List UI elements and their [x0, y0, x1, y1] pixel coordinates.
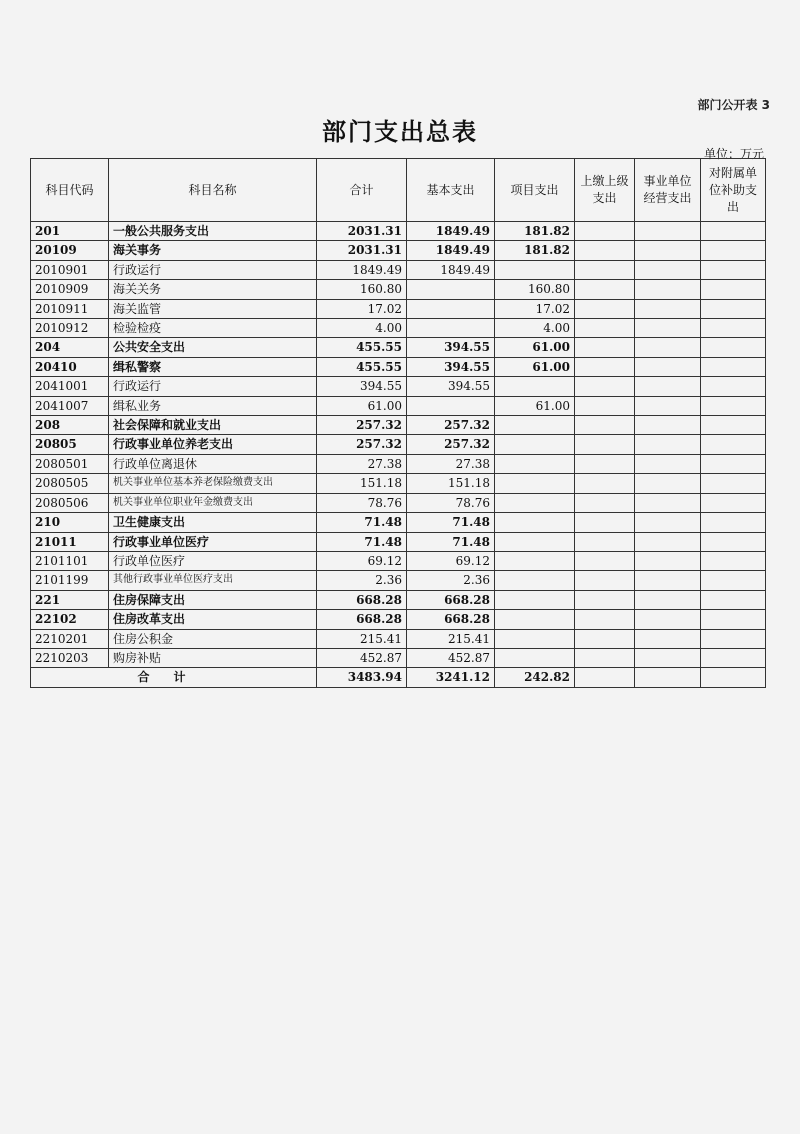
row-total: 1849.49 [317, 260, 407, 279]
row-basic: 668.28 [407, 610, 495, 629]
row-subsidy [701, 280, 766, 299]
row-business [635, 629, 701, 648]
row-subsidy [701, 648, 766, 667]
row-business [635, 260, 701, 279]
row-project [495, 610, 575, 629]
row-business [635, 299, 701, 318]
row-total: 2031.31 [317, 222, 407, 241]
row-code: 2101199 [31, 571, 109, 590]
table-row [31, 648, 766, 667]
row-basic: 71.48 [407, 513, 495, 532]
header-row [31, 159, 766, 222]
page-tag: 部门公开表 3 [697, 98, 770, 112]
row-name: 行政运行 [109, 260, 317, 279]
row-upper [575, 319, 635, 338]
table-row [31, 629, 766, 648]
row-total: 455.55 [317, 357, 407, 376]
row-name: 公共安全支出 [109, 338, 317, 357]
table-row [31, 280, 766, 299]
row-basic: 71.48 [407, 532, 495, 551]
row-upper [575, 532, 635, 551]
row-upper [575, 299, 635, 318]
row-basic: 27.38 [407, 454, 495, 473]
row-subsidy [701, 357, 766, 376]
row-code: 2041001 [31, 377, 109, 396]
row-project: 4.00 [495, 319, 575, 338]
row-name: 行政事业单位养老支出 [109, 435, 317, 454]
row-project [495, 629, 575, 648]
table-row [31, 416, 766, 435]
row-name: 行政运行 [109, 377, 317, 396]
row-code: 2080506 [31, 493, 109, 512]
row-project: 61.00 [495, 357, 575, 376]
row-subsidy [701, 493, 766, 512]
row-code: 210 [31, 513, 109, 532]
row-business [635, 610, 701, 629]
row-name: 海关事务 [109, 241, 317, 260]
row-basic: 394.55 [407, 377, 495, 396]
row-basic: 1849.49 [407, 260, 495, 279]
row-total: 455.55 [317, 338, 407, 357]
row-name: 其他行政事业单位医疗支出 [109, 571, 317, 590]
row-business [635, 551, 701, 570]
row-code: 201 [31, 222, 109, 241]
table-row [31, 590, 766, 609]
row-code: 2101101 [31, 551, 109, 570]
row-subsidy [701, 319, 766, 338]
total-business [635, 668, 701, 687]
row-total: 257.32 [317, 435, 407, 454]
row-upper [575, 629, 635, 648]
row-basic [407, 319, 495, 338]
row-project [495, 377, 575, 396]
row-basic: 394.55 [407, 357, 495, 376]
expenditure-table [30, 158, 766, 688]
row-upper [575, 396, 635, 415]
row-total: 668.28 [317, 590, 407, 609]
row-code: 221 [31, 590, 109, 609]
header-basic: 基本支出 [407, 159, 495, 222]
row-subsidy [701, 513, 766, 532]
row-subsidy [701, 610, 766, 629]
row-basic: 257.32 [407, 416, 495, 435]
row-business [635, 416, 701, 435]
row-project [495, 532, 575, 551]
row-name: 住房改革支出 [109, 610, 317, 629]
total-basic: 3241.12 [407, 668, 495, 687]
table-row [31, 299, 766, 318]
total-row [31, 668, 766, 687]
row-name: 住房保障支出 [109, 590, 317, 609]
row-upper [575, 648, 635, 667]
total-label: 合计 [31, 668, 317, 687]
table-row [31, 241, 766, 260]
row-business [635, 377, 701, 396]
row-total: 17.02 [317, 299, 407, 318]
table-row [31, 319, 766, 338]
row-basic: 215.41 [407, 629, 495, 648]
row-project [495, 435, 575, 454]
row-subsidy [701, 241, 766, 260]
row-subsidy [701, 338, 766, 357]
row-code: 2010901 [31, 260, 109, 279]
row-subsidy [701, 571, 766, 590]
row-total: 2031.31 [317, 241, 407, 260]
row-project [495, 474, 575, 493]
row-code: 204 [31, 338, 109, 357]
row-total: 69.12 [317, 551, 407, 570]
total-upper [575, 668, 635, 687]
row-business [635, 319, 701, 338]
row-subsidy [701, 222, 766, 241]
row-code: 2010909 [31, 280, 109, 299]
header-business: 事业单位经营支出 [635, 159, 701, 222]
row-subsidy [701, 454, 766, 473]
row-code: 20805 [31, 435, 109, 454]
row-business [635, 474, 701, 493]
row-upper [575, 260, 635, 279]
row-subsidy [701, 416, 766, 435]
table-row [31, 454, 766, 473]
row-business [635, 648, 701, 667]
table-row [31, 474, 766, 493]
row-upper [575, 357, 635, 376]
row-basic: 151.18 [407, 474, 495, 493]
row-code: 2010912 [31, 319, 109, 338]
row-upper [575, 241, 635, 260]
row-name: 检验检疫 [109, 319, 317, 338]
row-business [635, 338, 701, 357]
unit-label: 单位：万元 [703, 147, 764, 161]
row-name: 海关监管 [109, 299, 317, 318]
row-business [635, 396, 701, 415]
row-upper [575, 513, 635, 532]
row-code: 20410 [31, 357, 109, 376]
table-row [31, 260, 766, 279]
row-basic: 2.36 [407, 571, 495, 590]
row-project [495, 648, 575, 667]
table-row [31, 396, 766, 415]
row-basic: 668.28 [407, 590, 495, 609]
header-total: 合计 [317, 159, 407, 222]
row-upper [575, 474, 635, 493]
row-project: 181.82 [495, 241, 575, 260]
row-business [635, 222, 701, 241]
row-subsidy [701, 474, 766, 493]
row-subsidy [701, 590, 766, 609]
row-basic: 69.12 [407, 551, 495, 570]
row-subsidy [701, 396, 766, 415]
row-name: 缉私业务 [109, 396, 317, 415]
page-title: 部门支出总表 [322, 118, 478, 146]
row-total: 71.48 [317, 513, 407, 532]
row-subsidy [701, 551, 766, 570]
row-subsidy [701, 299, 766, 318]
row-name: 住房公积金 [109, 629, 317, 648]
row-project: 61.00 [495, 338, 575, 357]
table-row [31, 493, 766, 512]
row-subsidy [701, 629, 766, 648]
row-basic [407, 299, 495, 318]
table-row [31, 377, 766, 396]
row-total: 78.76 [317, 493, 407, 512]
row-basic: 452.87 [407, 648, 495, 667]
row-business [635, 435, 701, 454]
row-project [495, 416, 575, 435]
row-business [635, 571, 701, 590]
row-basic: 1849.49 [407, 222, 495, 241]
row-project: 181.82 [495, 222, 575, 241]
row-subsidy [701, 260, 766, 279]
row-code: 2010911 [31, 299, 109, 318]
row-subsidy [701, 377, 766, 396]
row-project: 17.02 [495, 299, 575, 318]
row-project [495, 551, 575, 570]
row-code: 2210203 [31, 648, 109, 667]
row-total: 151.18 [317, 474, 407, 493]
row-project: 160.80 [495, 280, 575, 299]
table-row [31, 551, 766, 570]
row-upper [575, 338, 635, 357]
row-project [495, 590, 575, 609]
table-row [31, 571, 766, 590]
row-business [635, 241, 701, 260]
header-upper: 上缴上级支出 [575, 159, 635, 222]
row-name: 社会保障和就业支出 [109, 416, 317, 435]
row-total: 452.87 [317, 648, 407, 667]
row-upper [575, 551, 635, 570]
table-row [31, 222, 766, 241]
row-code: 2080501 [31, 454, 109, 473]
row-total: 160.80 [317, 280, 407, 299]
row-upper [575, 222, 635, 241]
row-project [495, 571, 575, 590]
row-upper [575, 435, 635, 454]
row-subsidy [701, 532, 766, 551]
row-basic: 1849.49 [407, 241, 495, 260]
header-project: 项目支出 [495, 159, 575, 222]
row-upper [575, 493, 635, 512]
row-project [495, 513, 575, 532]
total-subsidy [701, 668, 766, 687]
table-row [31, 338, 766, 357]
row-subsidy [701, 435, 766, 454]
row-name: 海关关务 [109, 280, 317, 299]
row-code: 2210201 [31, 629, 109, 648]
table-row [31, 610, 766, 629]
row-upper [575, 416, 635, 435]
row-name: 一般公共服务支出 [109, 222, 317, 241]
row-business [635, 454, 701, 473]
row-business [635, 280, 701, 299]
total-total: 3483.94 [317, 668, 407, 687]
row-total: 71.48 [317, 532, 407, 551]
table-row [31, 357, 766, 376]
row-business [635, 493, 701, 512]
row-business [635, 590, 701, 609]
row-project [495, 493, 575, 512]
row-basic: 394.55 [407, 338, 495, 357]
row-total: 668.28 [317, 610, 407, 629]
row-basic: 78.76 [407, 493, 495, 512]
header-code: 科目代码 [31, 159, 109, 222]
table-body [31, 222, 766, 668]
header-name: 科目名称 [109, 159, 317, 222]
row-business [635, 357, 701, 376]
row-name: 缉私警察 [109, 357, 317, 376]
row-basic: 257.32 [407, 435, 495, 454]
row-code: 2041007 [31, 396, 109, 415]
row-name: 行政单位医疗 [109, 551, 317, 570]
row-business [635, 532, 701, 551]
row-total: 4.00 [317, 319, 407, 338]
row-name: 机关事业单位基本养老保险缴费支出 [109, 474, 317, 493]
row-code: 20109 [31, 241, 109, 260]
header-subsidy: 对附属单位补助支出 [701, 159, 766, 222]
row-project [495, 260, 575, 279]
row-project: 61.00 [495, 396, 575, 415]
row-total: 394.55 [317, 377, 407, 396]
row-code: 22102 [31, 610, 109, 629]
row-name: 卫生健康支出 [109, 513, 317, 532]
row-basic [407, 280, 495, 299]
row-upper [575, 571, 635, 590]
row-upper [575, 454, 635, 473]
table-row [31, 532, 766, 551]
row-code: 21011 [31, 532, 109, 551]
row-project [495, 454, 575, 473]
row-business [635, 513, 701, 532]
row-basic [407, 396, 495, 415]
row-upper [575, 280, 635, 299]
row-total: 215.41 [317, 629, 407, 648]
row-name: 机关事业单位职业年金缴费支出 [109, 493, 317, 512]
row-total: 27.38 [317, 454, 407, 473]
row-total: 61.00 [317, 396, 407, 415]
total-project: 242.82 [495, 668, 575, 687]
row-total: 257.32 [317, 416, 407, 435]
row-upper [575, 377, 635, 396]
table-row [31, 435, 766, 454]
row-upper [575, 610, 635, 629]
row-name: 购房补贴 [109, 648, 317, 667]
row-name: 行政单位离退休 [109, 454, 317, 473]
table-row [31, 513, 766, 532]
row-upper [575, 590, 635, 609]
row-total: 2.36 [317, 571, 407, 590]
row-code: 2080505 [31, 474, 109, 493]
row-name: 行政事业单位医疗 [109, 532, 317, 551]
row-code: 208 [31, 416, 109, 435]
